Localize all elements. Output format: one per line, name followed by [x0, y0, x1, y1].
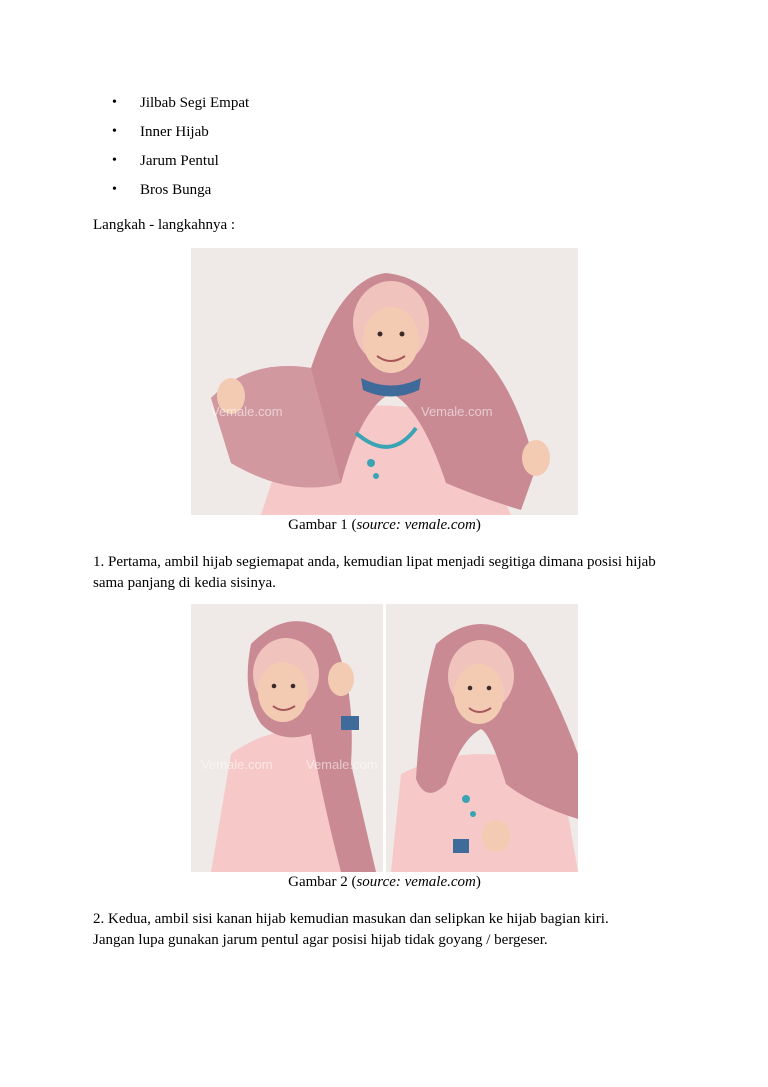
svg-text:Vemale.com: Vemale.com — [421, 404, 493, 419]
list-item-label: Bros Bunga — [140, 182, 212, 198]
list-item-label: Jilbab Segi Empat — [140, 95, 250, 111]
list-item-label: Inner Hijab — [140, 124, 209, 140]
list-item-label: Jarum Pentul — [140, 153, 219, 169]
bullet-icon: • — [112, 182, 117, 197]
hijab-photo-illustration — [191, 248, 578, 515]
steps-heading: Langkah - langkahnya : — [93, 217, 236, 233]
figure-1-caption: Gambar 1 (source: vemale.com) — [288, 517, 481, 533]
caption-label: Gambar 1 — [288, 517, 348, 533]
list-item — [112, 179, 249, 208]
step-2-line-2: Jangan lupa gunakan jarum pentul agar posisi hijab tidak goyang / bergeser. — [93, 932, 548, 948]
list-item — [112, 92, 249, 121]
step-2-text — [93, 909, 693, 951]
step-2-line-1: 2. Kedua, ambil sisi kanan hijab kemudian masukan dan selipkan ke hijab bagian kiri. — [93, 911, 609, 927]
step-1-line-2: sama panjang di kedia sisinya. — [93, 575, 276, 591]
caption-label: Gambar 2 — [288, 874, 348, 890]
figure-2-caption: Gambar 2 (source: vemale.com) — [288, 874, 481, 890]
list-item — [112, 150, 249, 179]
figure-1-photo — [191, 248, 578, 515]
svg-text:Vemale.com: Vemale.com — [306, 757, 378, 772]
hijab-photo-illustration — [191, 604, 578, 872]
bullet-icon: • — [112, 153, 117, 168]
materials-list — [112, 92, 249, 208]
figure-2-photo — [191, 604, 578, 872]
bullet-icon: • — [112, 95, 117, 110]
svg-text:Vemale.com: Vemale.com — [211, 404, 283, 419]
step-1-text — [93, 552, 693, 594]
bullet-icon: • — [112, 124, 117, 139]
svg-text:Vemale.com: Vemale.com — [201, 757, 273, 772]
step-1-line-1: 1. Pertama, ambil hijab segiemapat anda, kemudian lipat menjadi segitiga dimana posisi hijab — [93, 554, 656, 570]
list-item — [112, 121, 249, 150]
caption-source: source: vemale.com — [356, 874, 476, 890]
caption-source: source: vemale.com — [356, 517, 476, 533]
